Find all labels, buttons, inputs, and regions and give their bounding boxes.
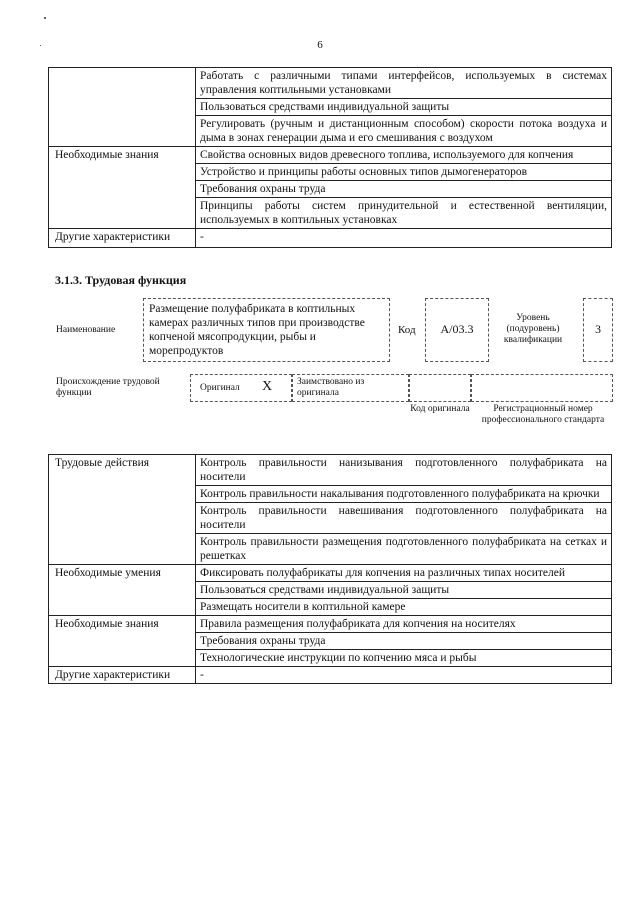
page-number: 6 <box>317 39 323 51</box>
code-value: А/03.3 <box>440 322 474 336</box>
reg-number-caption: Регистрационный номер профессионального стандарта <box>481 404 605 425</box>
table-row <box>49 616 612 633</box>
level-label: Уровень (подуровень) квалификации <box>503 313 563 345</box>
scan-dot <box>44 17 46 19</box>
table-row <box>49 455 612 486</box>
row-label <box>49 68 196 147</box>
row-label: Необходимые умения <box>49 565 196 616</box>
table-cell: Пользоваться средствами индивидуальной защиты <box>196 99 612 116</box>
table-cell: Требования охраны труда <box>196 181 612 198</box>
labor-function-table <box>48 454 612 684</box>
code-label: Код <box>398 324 416 336</box>
function-name: Размещение полуфабриката в коптильных камерах различных типов при производстве копченой мясопродукции, рыбы и морепродуктов <box>149 303 365 357</box>
row-label: Другие характеристики <box>49 229 196 248</box>
table-cell: Контроль правильности размещения подготовленного полуфабриката на сетках и решетках <box>196 534 612 565</box>
row-label: Трудовые действия <box>49 455 196 565</box>
table-cell: Устройство и принципы работы основных типов дымогенераторов <box>196 164 612 181</box>
table-cell: Принципы работы систем принудительной и естественной вентиляции, используемых в коптильных установках <box>196 198 612 229</box>
row-label: Необходимые знания <box>49 147 196 229</box>
name-value-box <box>143 298 390 362</box>
table-cell: - <box>196 667 612 684</box>
table-cell: Требования охраны труда <box>196 633 612 650</box>
origin-code-caption: Код оригинала <box>410 404 470 414</box>
table-cell: Регулировать (ручным и дистанционным способом) скорости потока воздуха и дыма в зонах генерации дыма и его смешивания с воздухом <box>196 116 612 147</box>
original-label: Оригинал <box>200 383 240 393</box>
table-cell: - <box>196 229 612 248</box>
table-row <box>49 68 612 99</box>
table-cell: Фиксировать полуфабрикаты для копчения на различных типах носителей <box>196 565 612 582</box>
section-title: 3.1.3. Трудовая функция <box>55 273 187 287</box>
borrowed-label: Заимствовано из оригинала <box>297 377 365 398</box>
table-cell: Размещать носители в коптильной камере <box>196 599 612 616</box>
table-row <box>49 565 612 582</box>
table-cell: Правила размещения полуфабриката для копчения на носителях <box>196 616 612 633</box>
table-cell: Свойства основных видов древесного топлива, используемого для копчения <box>196 147 612 164</box>
row-label: Необходимые знания <box>49 616 196 667</box>
table-row <box>49 229 612 248</box>
table-cell: Контроль правильности накалывания подготовленного полуфабриката на крючки <box>196 486 612 503</box>
row-label: Другие характеристики <box>49 667 196 684</box>
origin-label: Происхождение трудовой функции <box>56 377 160 398</box>
level-value: 3 <box>595 322 601 336</box>
table-cell: Работать с различными типами интерфейсов, используемых в системах управления коптильными установками <box>196 68 612 99</box>
table-row <box>49 147 612 164</box>
original-mark: X <box>262 379 273 394</box>
name-label: Наименование <box>56 325 116 335</box>
table-cell: Технологические инструкции по копчению мяса и рыбы <box>196 650 612 667</box>
table-row <box>49 667 612 684</box>
reg-number-box <box>471 374 613 402</box>
origin-code-box <box>409 374 471 402</box>
table-cell: Контроль правильности навешивания подготовленного полуфабриката на носители <box>196 503 612 534</box>
table-cell: Контроль правильности нанизывания подготовленного полуфабриката на носители <box>196 455 612 486</box>
table-cell: Пользоваться средствами индивидуальной защиты <box>196 582 612 599</box>
skills-table-continued <box>48 67 612 248</box>
